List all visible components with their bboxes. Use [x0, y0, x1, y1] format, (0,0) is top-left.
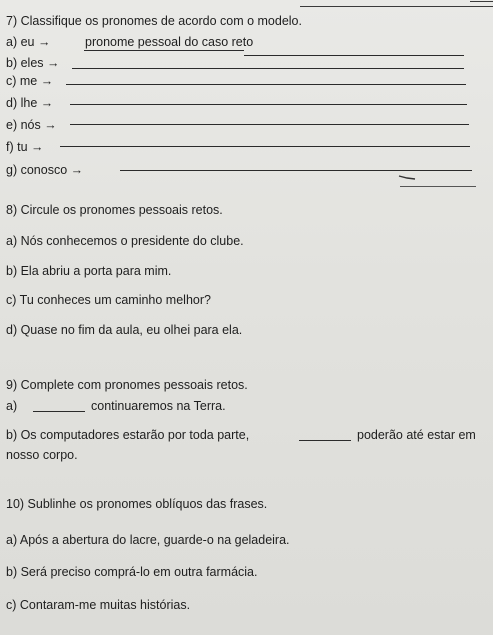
ex10-title: 10) Sublinhe os pronomes oblíquos das frases. — [6, 497, 268, 511]
ex7-item-b-label: b) eles → — [6, 56, 60, 70]
ex7-item-g-label: g) conosco → — [6, 163, 84, 177]
ex7-extra-line — [400, 186, 476, 187]
ex9-item-a-blank[interactable] — [33, 411, 85, 412]
ex7-item-f-label: f) tu → — [6, 140, 44, 154]
top-rule — [300, 6, 493, 7]
ex7-item-a-line[interactable] — [84, 50, 244, 51]
ex7-item-e-label: e) nós → — [6, 118, 57, 132]
ex10-item-b: b) Será preciso comprá-lo em outra farmácia. — [6, 565, 258, 579]
ex10-item-a: a) Após a abertura do lacre, guarde-o na geladeira. — [6, 533, 290, 547]
pencil-mark-icon — [398, 175, 416, 180]
ex8-item-c: c) Tu conheces um caminho melhor? — [6, 293, 211, 307]
ex9-item-a-prefix: a) — [6, 399, 18, 413]
ex7-item-e-line[interactable] — [70, 124, 469, 125]
ex7-item-c-line[interactable] — [66, 84, 466, 85]
ex7-item-d-line[interactable] — [70, 104, 467, 105]
ex8-item-d: d) Quase no fim da aula, eu olhei para ela. — [6, 323, 243, 337]
ex9-title: 9) Complete com pronomes pessoais retos. — [6, 378, 248, 392]
ex7-item-g-line[interactable] — [120, 170, 472, 171]
ex7-item-a-label: a) eu → — [6, 35, 51, 49]
ex7-item-c-label: c) me → — [6, 74, 54, 88]
ex9-item-b-prefix: b) Os computadores estarão por toda parte, — [6, 428, 250, 442]
top-rule-corner — [470, 1, 493, 2]
ex9-item-b-blank[interactable] — [299, 440, 351, 441]
ex9-item-a-suffix: continuaremos na Terra. — [91, 399, 226, 413]
ex7-item-f-line[interactable] — [60, 146, 470, 147]
ex7-item-a-answer: pronome pessoal do caso reto — [85, 35, 254, 49]
ex9-item-b-suffix: poderão até estar em — [357, 428, 476, 442]
ex9-item-b-continuation: nosso corpo. — [6, 448, 78, 462]
ex7-item-d-label: d) lhe → — [6, 96, 54, 110]
ex8-item-b: b) Ela abriu a porta para mim. — [6, 264, 172, 278]
ex7-item-a-line-ext — [244, 55, 464, 56]
ex10-item-c: c) Contaram-me muitas histórias. — [6, 598, 191, 612]
ex7-item-b-line[interactable] — [72, 68, 464, 69]
ex8-item-a: a) Nós conhecemos o presidente do clube. — [6, 234, 244, 248]
ex8-title: 8) Circule os pronomes pessoais retos. — [6, 203, 223, 217]
ex7-title: 7) Classifique os pronomes de acordo com o modelo. — [6, 14, 302, 28]
